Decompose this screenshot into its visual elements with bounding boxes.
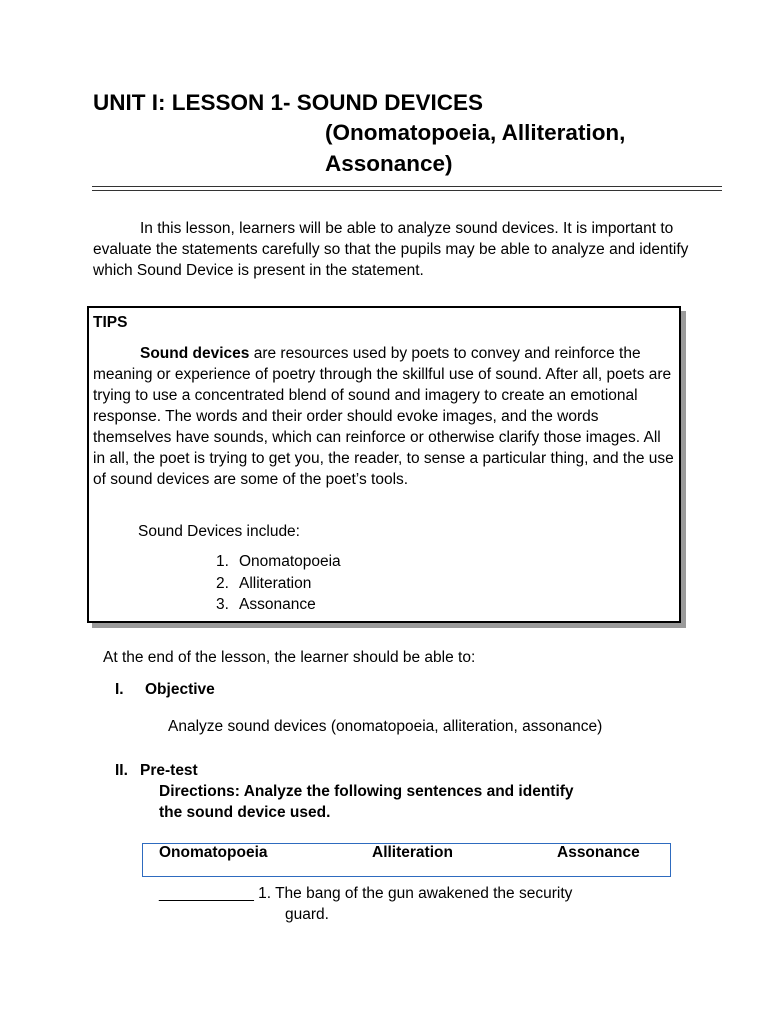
pretest-item-1 [159,883,572,904]
answer-blank[interactable]: ___________ [159,885,254,902]
lesson-title-line-1: UNIT I: LESSON 1- SOUND DEVICES [93,90,484,115]
pretest-numeral: II. [115,762,128,779]
list-item-number: 3. [216,596,229,613]
pretest-item-1-text: 1. The bang of the gun awakened the security [253,885,573,902]
pretest-heading: Pre-test [140,762,198,779]
objective-text: Analyze sound devices (onomatopoeia, alliteration, assonance) [168,718,603,735]
directions-line-1: Directions: Analyze the following sentences and identify [159,783,574,800]
title-divider-bottom [92,190,722,191]
list-item-label: Onomatopoeia [239,553,341,570]
sound-devices-term: Sound devices [140,345,250,362]
sound-devices-definition: are resources used by poets to convey and reinforce the meaning or experience of poetry through the skillful use of sound. After all, poets are trying to use a concentrated blend of sound and imagery to create an emotional response. The words and their order should evoke images, and the words themselves have sounds, which can reinforce or otherwise clarify those images. All in all, the poet is trying to get you, the reader, to sense a particular thing, and the use of sound devices are some of the poet’s tools. [93,345,674,488]
lesson-end-statement: At the end of the lesson, the learner should be able to: [103,649,476,666]
sound-devices-include-label: Sound Devices include: [138,523,300,540]
list-item-label: Assonance [239,596,316,613]
choice-onomatopoeia: Onomatopoeia [159,844,268,861]
pretest-item-1-continuation: guard. [285,906,329,923]
directions-line-2: the sound device used. [159,804,331,821]
objective-heading: Objective [145,681,215,698]
objective-numeral: I. [115,681,124,698]
tips-heading: TIPS [93,314,128,331]
choice-alliteration: Alliteration [372,844,453,861]
choice-assonance: Assonance [557,844,640,861]
intro-paragraph: In this lesson, learners will be able to analyze sound devices. It is important to evaluate the statements carefully so that the pupils may be able to analyze and identify which Sound Device is present in the statement. [93,220,689,279]
tips-paragraph [93,343,676,490]
list-item [216,573,341,595]
list-item-number: 2. [216,574,229,592]
list-item-label: Alliteration [239,574,312,592]
lesson-title-line-3: Assonance) [325,151,453,176]
list-item-number: 1. [216,553,229,570]
title-divider-top [92,186,722,187]
list-item [216,551,341,573]
sound-devices-list [216,551,341,616]
list-item [216,594,341,616]
lesson-title-line-2: (Onomatopoeia, Alliteration, [325,120,626,145]
